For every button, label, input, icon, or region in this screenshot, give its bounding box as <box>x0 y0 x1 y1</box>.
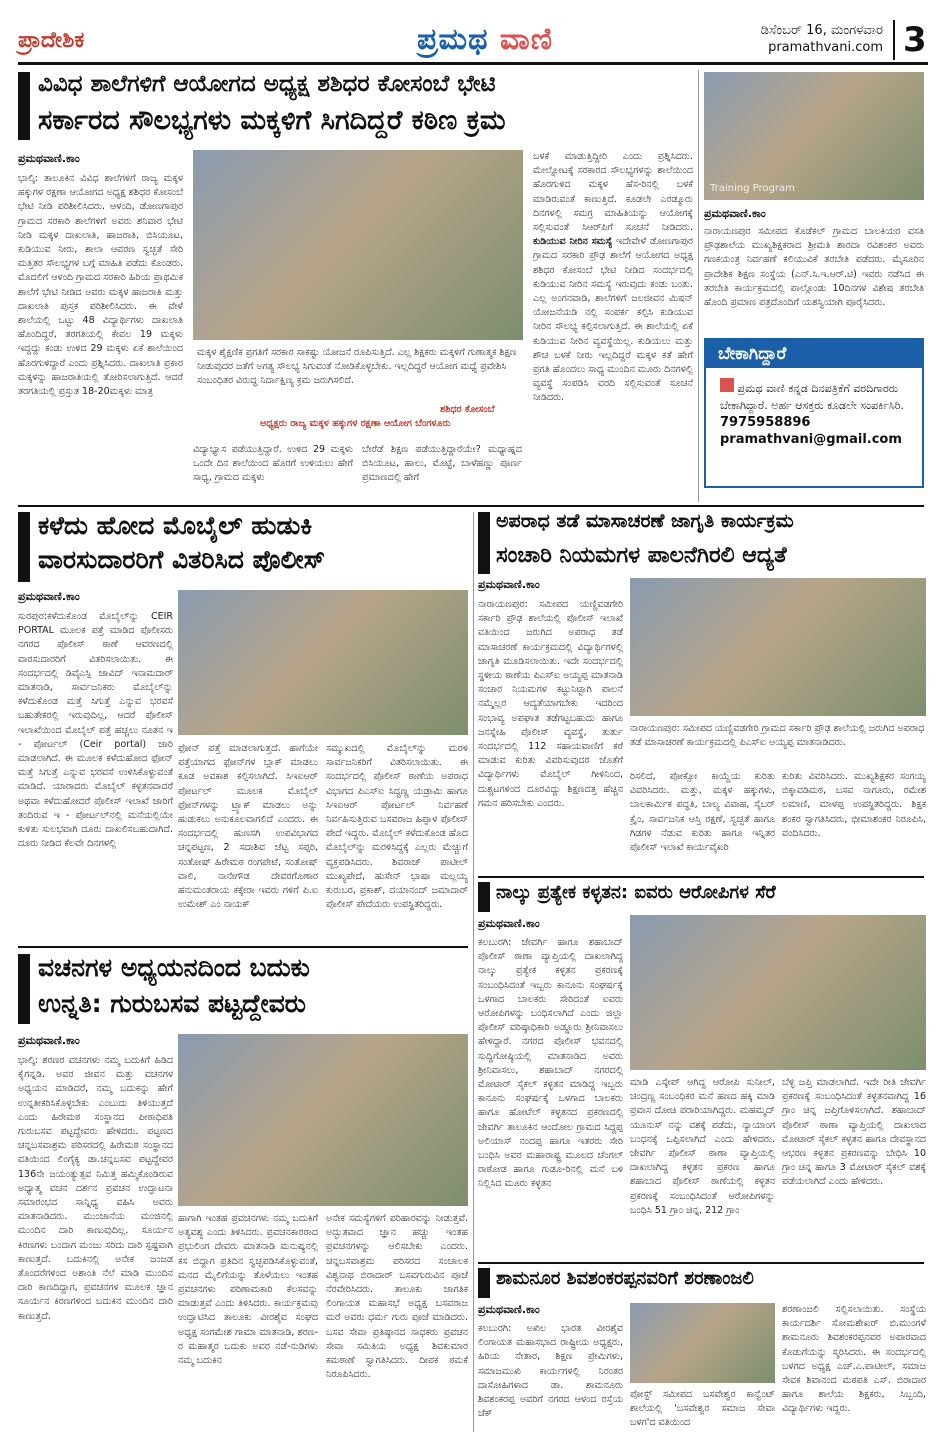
article5-headline-1: ವಚನಗಳ ಅಧ್ಯಯನದಿಂದ ಬದುಕು <box>38 953 310 982</box>
article1-column-4 <box>533 150 693 500</box>
article6-headline: ಶಾಮನೂರ ಶಿವಶಂಕರಪ್ಪನವರಿಗೆ ಶರಣಾಂಜಲಿ <box>496 1268 754 1289</box>
article1-column-2: ವಿದ್ಯಾಭ್ಯಾಸ ಪಡೆಯುತ್ತಿದ್ದಾರೆ. ಉಳಿದ 29 ಮಕ್ಕಳು ಒಂದೇ ದಿನ ಶಾಲೆಯಿಂದ ಹೊರಗೆ ಉಳಿಯಲು ಹೇಗೆ ಸಾಧ್ಯ, ಗ್ರಾಮದ ಮಕ್ಕಳು <box>193 444 353 484</box>
column-divider <box>473 512 474 1432</box>
article1-column-3: ಬೇರೆಡೆ ಶಿಕ್ಷಣ ಪಡೆಯುತ್ತಿದ್ದಾರೆಯೇ? ಮಧ್ಯಾಹ್ನದ ಬಿಸಿಯೂಟ, ಹಾಲು, ಮೊಟ್ಟೆ, ಬಾಳೆಹಣ್ಣು ಪೂರ್ಣ ಪ್ರಮಾಣದಲ್ಲಿ ಹೇಗೆ <box>362 444 522 484</box>
date-block <box>735 22 883 56</box>
right-article-text: ನಾರಾಯಣಪುರ ಸಮೀಪದ ಕೊಡೆಕಲ್ ಗ್ರಾಮದ ಬಾಲಕಿಯರ ವಸತಿ ಪ್ರೌಢಶಾಲೆಯ ಮುಖ್ಯಶಿಕ್ಷಕರಾದ ಶ್ರೀಮತಿ ಶಾರದಾ ರವಿಶಂಕರ ಅವರು ಗಣಕಯಂತ್ರ ನಿರ್ವಹಣೆ ಕಲಿಯುವಿಕೆ ತರಬೇತಿ ಪಡೆದರು. ಮೈಸೂರಿನ ಪ್ರಾದೇಶಿಕ ಶಿಕ್ಷಣ ಸಂಸ್ಥೆಯ (ಎನ್.ಸಿ.ಇ.ಆರ್.ಟಿ) ಇವರು ನಡೆಸಿದ ಈ ತರಬೇತಿ ಕಾರ್ಯಕ್ರಮದಲ್ಲಿ ಪಾಲ್ಗೊಂಡು 10ದಿನಗಳ ವಿಶೇಷ ತರಬೇತಿ ಹೊಂದಿ ಪ್ರಮಾಣ ಪತ್ರದೊಂದಿಗೆ ಯಶಸ್ವಿಯಾಗಿ ಪೂರೈಸಿದರು. <box>704 226 924 309</box>
article1-photo <box>193 150 523 340</box>
headline-bar <box>18 512 30 582</box>
masthead-rule <box>18 62 928 65</box>
article4-column-3: ಬೆಳ್ಳಿ ಜಪ್ತಿ ಮಾಡಲಾಗಿದೆ. ಇದೇ ರೀತಿ ಜೇವರ್ಗಿ ಪ್ರಕರಣಕ್ಕೆ ಸಂಬಂಧಿಸಿದಂತೆ ಕಳ್ಳತನವಾಗಿದ್ದ 16 ಗ್ರಾಂ ಚಿನ್ನ ಜಪ್ತಿಗೊಳಿಸಲಾಗಿದೆ. ಶಹಾಬಾದ್ ಪೊಲೀಸ್ ಠಾಣಾ ವ್ಯಾಪ್ತಿಯಲ್ಲಿ ದಾಖಲಾದ ಮೋಟಾರ್ ಸೈಕಲ್ ಕಳ್ಳತನ ಹಾಗೂ ದೇವಸ್ಥಾನದ ಆಭರಣ ಕಳ್ಳತನ ಪ್ರಕರಣವನ್ನು ಬೇಧಿಸಿ 10 ಗ್ರಾಂ ಚಿನ್ನ ಹಾಗೂ 3 ಮೋಟಾರ್ ಸೈಕಲ್ ವಶಕ್ಕೆ ಪಡೆಯಲಾಗಿದೆ ಎಂದು ಹೇಳಿದರು. <box>782 1077 926 1188</box>
wanted-ad-body <box>706 368 922 458</box>
article3-headline-1: ಅಪರಾಧ ತಡೆ ಮಾಸಾಚರಣೆ ಜಾಗೃತಿ ಕಾರ್ಯಕ್ರಮ <box>496 510 794 532</box>
article1-column-4b-text: ಇದೇವೇಳೆ ಡೋಣಗಾಪುರ ಗ್ರಾಮದ ಸರಕಾರಿ ಪ್ರೌಢ ಶಾಲೆಗೆ ಆಯೋಗದ ಅಧ್ಯಕ್ಷ ಶಶಿಧರ ಕೋಸಂಬೆ ಭೇಟಿ ನೀಡಿದ ಸಂದರ್ಭದಲ್ಲಿ ಕುಡಿಯುವ ನೀರಿನ ಸಮಸ್ಯೆ ಇರುವುದು ಕಂಡು ಬಂತು. ಎಲ್ಲ ಅಂಗನವಾಡಿ, ಶಾಲೆಗಳಿಗೆ ಜಲಜೀವನ ಮಿಷನ್ ಯೋಜನೆಯಡಿ ನಲ್ಲಿ ಸಂಪರ್ಕ ಕಲ್ಪಿಸಿ ಕುಡಿಯುವ ನೀರಿನ ಸೌಲಭ್ಯ ಕಲ್ಪಿಸಲಾಗುತ್ತಿದೆ. ಈ ಶಾಲೆಯಲ್ಲಿ ಏಕೆ ಕುಡಿಯುವ ನೀರಿನ ವ್ಯವಸ್ಥೆಯಿಲ್ಲ. ಕುಡಿಯಲು ಮತ್ತು ಶೌಚ ಬಳಕೆ ನೀರು ಇಲ್ಲದಿದ್ದರೆ ಮಕ್ಕಳ ಕತೆ ಹೇಗೆ ಪ್ರಗತಿ ಹೊಂದಲು ಸಾಧ್ಯ ಮುಂದಿನ ಮೂರು ದಿನಗಳಲ್ಲಿ ವ್ಯವಸ್ಥೆ ಸಂಪಡಿಸಿ ವರದಿ ಸಲ್ಲಿಸುವಂತೆ ಸೂಚನೆ ನೀಡಿದರು. <box>533 236 693 404</box>
article3-column-2: ರಿಸಲಿದೆ, ಪೋಕ್ಸೋ ಕಾಯ್ದೆಯ ಕುರಿತು ವಿವರಿಸಿದರು. ಮತ್ತು, ಮಕ್ಕಳ ಹಕ್ಕುಗಳು, ಬಾಲಕಾರ್ಮಿಕ ಪದ್ಧತಿ, ಬಾಲ್ಯ ವಿವಾಹ, ಸೈಬರ್ ಕ್ರೈಂ, ಸಾರ್ವಜನಿಕ ಆಸ್ತಿ ರಕ್ಷಣೆ, ಸ್ವಚ್ಛತೆ ಹಾಗೂ ಗಿಡಗಳ ನೆಡುವ ಕುರಿತು ಹಾಗೂ ಇನ್ನಿತರ ಪೊಲೀಸ್ ಇಲಾಖೆ ಕಾರ್ಯವೈಖರಿ <box>630 771 775 854</box>
article6-photo <box>630 1303 775 1383</box>
article2-column-2: ಫೋನ್ ಪತ್ತೆ ಮಾಡಲಾಗುತ್ತದೆ. ಹಾಗೆಯೇ ಪತ್ತೆಯಾಗದ ಫೋನ್‌ಗಳ ಬ್ಲಾಕ್ ಮಾಡಲು ಕೂಡ ಅವಕಾಶ ಕಲ್ಪಿಸಲಾಗಿದೆ. ಸಿಇಐಆರ್ ಪೋರ್ಟಲ್ ಮೂಲಕ ಮೊಬೈಲ್ ಫೋನ್‌ಗಳನ್ನು ಟ್ರ್ಯಾಕ್ ಮಾಡಲು ಅನ್ನು ಹುಡುಕಲು ಅನುಕೂಲವಾಗಲಿದೆ ಎಂದರು. ಈ ಸಂದರ್ಭದಲ್ಲಿ ಹುಣಸಗಿ ಉಪವಿಭಾಗದ ಚನ್ನಪಟ್ಟಣ, 2 ಸದಾಶಿವ ಜೆಟ್ಟ ಸಪ್ಪರಿ, ಸಂತೋಷ್ ಹಿರೇಮಠ ರಂಗಪೇಟೆ, ಸಂತೋಷ್ ವಾಲಿ, ನಾನೇಗೌಡ ದೇವರಗೊಣಾರ ಹನುಮಂತರಾಯ ಕಕ್ಕೇರಾ ಇವರು ಗಳಿಗೆ ಪಿ.ಐ ಉಮೇಶ್ ಎಂ ನಾಯಕ್ <box>178 743 318 911</box>
article4-column-2: ಮಾಡಿ ಎಸ್ಕೇಪ್ ಆಗಿದ್ದ ಆರೋಪಿ ಸುನೀಲ್, ಚಂದ್ರಣ್ಣ ಸಂಬಂಧಿಕರ ಮನೆ ಹಣದ ಹಕ್ಕಿ ಮಾಡಿ ಪ್ರವಾಸ ದೋಚಿ ಪರಾರಿಯಾಗಿದ್ದರು. ಮಹಮ್ಮದ್ ಯೂನುಸ್ ನನ್ನು ವಶಕ್ಕೆ ಪಡೆದು, ನ್ಯಾಯಾಂಗ ಬಂಧನಕ್ಕೆ ಒಪ್ಪಿಸಲಾಗಿದೆ ಎಂದು ಹೇಳಿದರು. ಜೇವರ್ಗಿ ಪೊಲೀಸ್ ಠಾಣಾ ವ್ಯಾಪ್ತಿಯಲ್ಲಿ ದಾಖಲಾಗಿದ್ದ ಕಳ್ಳತನ ಪ್ರಕರಣ ಹಾಗೂ ಶಹಾಬಾದ ಪೊಲೀಸ್ ಠಾಣೆಯಲ್ಲಿ ಕಳ್ಳತನ ಪ್ರಕರಣಕ್ಕೆ ಸಂಬಂಧಿಸಿದಂತೆ ಆರೋಪಿಗಳನ್ನು ಬಂಧಿಸಿ 51 ಗ್ರಾಂ ಚಿನ್ನ, 212 ಗ್ರಾಂ <box>630 1077 775 1216</box>
article2-byline: ಪ್ರಮಥವಾಣಿ.ಕಾಂ <box>18 590 80 603</box>
article1-column-4-text: ಬಳಕೆ ಮಾಡುತ್ತಿದ್ದೀರಿ ಎಂದು ಪ್ರಶ್ನಿಸಿದರು. ಮೇಲ್ನೋಟಕ್ಕೆ ಸರಕಾರದ ಸೌಲಭ್ಯಗಳನ್ನು ಶಾಲೆಯಿಂದ ಹೊರಗುಳಿದ ಮಕ್ಕಳ ಹೆಸ-ರಿನಲ್ಲಿ ಬಳಕೆ ಮಾಡಿರುವಂತೆ ಕಾಣುತ್ತಿದೆ. ಕೂಡಲೇ ಎರಡ್ಮೂರು ದಿನಗಳಲ್ಲಿ ಸಮಗ್ರ ಮಾಹಿತಿಯನ್ನು ಆಯೋಗಕ್ಕೆ ಸಲ್ಲಿಸುವಂತೆ ಸಿಆರ್‌ಪಿಗೆ ಸೂಚನೆ ನೀಡಿದರು. <box>533 151 693 234</box>
article2-column-3: ಸಮ್ಮುಖದಲ್ಲಿ ಮೊಬೈಲ್‌ನ್ನು ಮರಳಿ ಸಾರ್ವಜನಿಕರಿಗೆ ವಿತರಿಸಲಾಯಿತು. ಈ ಸಂದರ್ಭದಲ್ಲಿ ಪೊಲೀಸ್ ಠಾಣೆಯ ಅಪರಾಧ ವಿಭಾಗದ ಪಿಎಸ್ಐ ಸಿದ್ದಣ್ಣ ಯಡ್ರಾಮಿ ಹಾಗೂ ಸಿಇಐಆರ್ ಪೋರ್ಟಲ್ ನಿರ್ವಹಣೆ ನಿರ್ವಹಿಸುತ್ತಿರುವ ಬಸವರಾಜ ಹಿಪ್ಪಾಳ ಪೊಲೀಸ್ ಪೇದೆ ಇದ್ದರು. ಮೊಬೈಲ್ ಕಳೆದುಕೊಂಡ ಹೊದ ಮೊಬೈಲ್‌ನ್ನು ಮರಳಿಸಿದ್ದಕ್ಕೆ ಎಲ್ಲರು ಮೆಚ್ಚುಗೆ ವ್ಯಕ್ತಪಡಿಸಿದರು. ಶಿವರಾಜ್ ಪಾಟೀಲ್ ಮುಖ್ಯಪೇದೆ, ಹುಸೇನ್ ಭಾಷಾ ಮಲ್ಲಯ್ಯ ಕುರುಬರ, ಪ್ರಕಾಶ್, ದಯಾನಂದ್ ಜಮಾದಾರ್ ಪೊಲೀಸ್ ಪೇದೆಯರು ಉಪಸ್ಥಿತರಿದ್ದರು. <box>326 743 468 911</box>
article3-column-1: ನಾರಾಯಣಪುರ: ಸಮೀಪದ ಯಣ್ಣಿವಡಗೇರಿ ಸರ್ಕಾರಿ ಪ್ರೌಢ ಶಾಲೆಯಲ್ಲಿ ಪೊಲೀಸ್ ಇಲಾಖೆ ವತಿಯಿಂದ ಜರುಗಿದ ಅಪರಾಧ ತಡೆ ಮಾಸಾಚರಣೆ ಕಾರ್ಯಕ್ರಮದಲ್ಲಿ ವಿದ್ಯಾರ್ಥಿಗಳಲ್ಲಿ ಜಾಗೃತಿ ಮೂಡಿಸಲಾಯಿತು. ಇದೇ ಸಂದರ್ಭದಲ್ಲಿ ಸ್ಥಳೀಯ ಠಾಣೆಯ ಪಿಎಸ್‌ಐ ಅಯ್ಯಪ್ಪ ಮಾತನಾಡಿ ಸಂಚಾರ ನಿಯಮಗಳ ಕಟ್ಟುನಿಟ್ಟಾಗಿ ಪಾಲನೆ ನಮ್ಮೆಲ್ಲರ ಆದ್ಯತೆಯಾಗಬೇಕು ಇದರಿಂದ ಸಂಭಾವ್ಯ ಅಪಘಾತ ತಡೆಗಟ್ಟಬಹುದು ಹಾಗೂ ಜನಸ್ನೇಹಿ ಪೊಲೀಸ್ ವ್ಯವಸ್ಥೆ, ತುರ್ತು ಸಂದರ್ಭದಲ್ಲಿ 112 ಸಹಾಯವಾಣಿಗೆ ಕರೆ ಮಾಡುವ ಕುರಿತು ವಿವರಿಸುವುದರ ಜೊತೆಗೆ ವಿದ್ಯಾರ್ಥಿಗಳು ಮೊಬೈಲ್ ಗೀಳಿನಿಂದ, ದುಶ್ಚಟಗಳಿಂದ ದೂರವಿದ್ದು ಶಿಕ್ಷಣದತ್ತ ಹೆಚ್ಚಿನ ಗಮನ ಹರಿಸಬೇಕು ಎಂದರು. <box>478 599 623 809</box>
wanted-ad-heading: ಬೇಕಾಗಿದ್ದಾರೆ <box>706 340 922 368</box>
headline-bar <box>478 1268 490 1298</box>
article1-column-1: ಭಾಲ್ಕಿ: ತಾಲೂಕಿನ ವಿವಿಧ ಶಾಲೆಗಳಿಗೆ ರಾಜ್ಯ ಮಕ್ಕಳ ಹಕ್ಕುಗಳ ರಕ್ಷಣಾ ಆಯೋಗದ ಅಧ್ಯಕ್ಷ ಶಶಿಧರ ಕೋಸಂಬೆ ಭೇಟಿ ನೀಡಿ ಪರಿಶೀಲಿಸಿದರು. ಆಳಂದಿ, ಡೋಣಗಾಪುರ ಗ್ರಾಮದ ಸರಕಾರಿ ಶಾಲೆಗಳಿಗೆ ಅವರು ಶನಿವಾರ ಭೇಟಿ ನೀಡಿ ಮಕ್ಕಳ ದಾಖಲಾತಿ, ಹಾಜರಾತಿ, ಬಿಸಿಯೂಟ, ಕುಡಿಯುವ ನೀರು, ಶಾಲಾ ಆವರಣ ಸ್ವಚ್ಛತೆ ಸೇರಿ ಮತ್ತಿತರ ಸೌಲಭ್ಯಗಳ ಬಗ್ಗೆ ಮಾಹಿತಿ ಪಡೆದು ಕೊಂಡರು. ಮೊದಲಿಗೆ ಆಳಂದಿ ಗ್ರಾಮದ ಸರಕಾರಿ ಹಿರಿಯ ಪ್ರಾಥಮಿಕ ಶಾಲೆಗೆ ಭೇಟಿ ನೀಡಿದ ಅವರು ಮಕ್ಕಳ ಹಾಜರಾತಿ ಮತ್ತು ದಾಖಲಾತಿ ಪುಸ್ತಕ ಪರಿಶೀಲಿಸಿದರು. ಈ ವೇಳೆ ಶಾಲೆಯಲ್ಲಿ ಒಟ್ಟು 48 ವಿದ್ಯಾರ್ಥಿಗಳು ದಾಖಲಾತಿ ಹೊಂದಿದ್ದರೆ, ತರಗತಿಯಲ್ಲಿ ಕೇವಲ 19 ಮಕ್ಕಳು ಇದ್ದದ್ದು ಕಂಡು ಉಳಿದ 29 ಮಕ್ಕಳು ಏಕೆ ಶಾಲೆಯಿಂದ ಹೊರಗುಳಿದ್ದಾರೆ ಎಂದು ಪ್ರಶ್ನಿಸಿದರು. ದಾಖಲಾತಿ ಪ್ರಕಾರ ಮಕ್ಕಳನ್ನು ಹಾಜರಾತಿಯಲ್ಲಿ ತೋರಿಸಲಾಗುತ್ತಿದೆ. ಆದರೆ ತರಗತಿಯಲ್ಲಿ ಪ್ರಸ್ತುತ 18-20ಮಕ್ಕಳು ಮಾತ್ರ <box>18 173 183 398</box>
article5-column-1: ಭಾಲ್ಕಿ: ಶರಣರ ವಚನಗಳು ನಮ್ಮ ಬದುಕಿಗೆ ಹಿಡಿದ ಕೈಗನ್ನಡಿ. ಅವರ ಜೀವನ ಮತ್ತು ವಚನಗಳ ಅಧ್ಯಯನ ಮಾಡಿದರೆ, ನಮ್ಮ ಬದುಕನ್ನು ಹೇಗೆ ಉನ್ನತೀಕರಿಸಿಕೊಳ್ಳಬೇಕು ಎಂಬುದು ತಿಳಿಯುತ್ತದೆ ಎಂದು ಹಿರೇಮಠ ಸಂಸ್ಥಾನದ ಪೀಠಾಧಿಪತಿ ಗುರುಬಸವ ಪಟ್ಟದ್ದೇವರು ಹೇಳಿದರು. ಪಟ್ಟಣದ ಚನ್ನಬಸವಾಶ್ರಮ ಪರಿಸರದಲ್ಲಿ ಹಿರೇಮಠ ಸಂಸ್ಥಾನದ ವತಿಯಿಂದ ಲಿಂಗೈಕ್ಯ ಡಾ.ಚನ್ನಬಸವ ಪಟ್ಟದ್ದೇವರ 136ನೇ ಜಯಂತ್ಯುತ್ಸವ ನಿಮಿತ್ತ ಹಮ್ಮಿಕೊಂಡಿರುವ ಅಧ್ಯಾತ್ಮ ವಚನ ದರ್ಶನ ಪ್ರವಚನ ಉದ್ಘಾಟನಾ ಸಮಾರಂಭದ ಸಾನ್ನಿಧ್ಯ ವಹಿಸಿ ಅವರು ಮಾತನಾಡಿದರು. ಮುಂಜಾನೆಯ ಮಂಜಿನಲ್ಲಿ ಮುಂದಿನ ದಾರಿ ಕಾಣುವುದಿಲ್ಲ. ಸೂರ್ಯನ ಕಿರಣಗಳು ಬಂದಾಗ ಮಂಜು ಸರಿದು ದಾರಿ ಸ್ಪಷ್ಟವಾಗಿ ಕಾಣುತ್ತದೆ. ಬದುಕಿನಲ್ಲಿ ಅನೇಕ ಜಂಜಡ ತೊಂದರೆಗಳಿಂದ ಅಶಾಂತಿ ನೆಲೆ ಮಾಡಿ ಮುಂದಿನ ದಾರಿ ಕಾಣದಿದ್ದಾಗ, ಪ್ರವಚನಗಳ ಮೂಲಕ ಜ್ಞಾನ ಸೂರ್ಯನ ಕಿರಣಗಳಿಂದ ಬದುಕಿನ ಮುಂದಿನ ದಾರಿ ಕಾಣುತ್ತದೆ. <box>18 1055 173 1322</box>
headline-bar <box>18 72 30 140</box>
section-rule <box>18 946 468 948</box>
wanted-ad-phone[interactable]: 7975958896 <box>720 415 811 430</box>
logo-part-1: ಪ್ರಮಥ <box>416 22 489 57</box>
article6-column-2: ಪೋಸ್ಟ್ ಸಮೀಪದ ಬಸವೇಶ್ವರ ಕಾನ್ವೆಂಟ್ ಶಾಲೆಯಲ್ಲಿ 'ಬಸವೇಶ್ವರ ಸಮಾಜ ಸೇವಾ ಬಳಗ'ದ ವತಿಯಿಂದ <box>630 1389 775 1429</box>
article2-headline-2: ವಾರಸುದಾರರಿಗೆ ವಿತರಿಸಿದ ಪೊಲೀಸ್ <box>38 545 326 574</box>
logo-part-2: ವಾಣಿ <box>499 22 553 57</box>
wanted-ad-email[interactable]: pramathvani@gmail.com <box>720 432 902 447</box>
article5-headline-2: ಉನ್ನತಿ: ಗುರುಬಸವ ಪಟ್ಟದ್ದೇವರು <box>38 989 306 1018</box>
article4-byline: ಪ್ರಮಥವಾಣಿ.ಕಾಂ <box>478 917 540 930</box>
column-divider <box>698 70 699 502</box>
page-number: 3 <box>893 20 927 60</box>
article6-column-1: ಕಲಬುರಗಿ: ಅಖಿಲ ಭಾರತ ವೀರಶೈವ ಲಿಂಗಾಯತ ಮಹಾಸಭಾದ ರಾಷ್ಟ್ರೀಯ ಅಧ್ಯಕ್ಷರು, ಹಿರಿಯ ನೇತಾರ, ಶಿಕ್ಷಣ ಪ್ರೇಮಿಗಳು, ಸಮಾಜಮುಖಿ ಕಾರ್ಯಗಳಲ್ಲಿ ನಿರಂತರ ದಾಸೋಹಿಗಳಾದ ಡಾ. ಶಾಮನೂರು ಶಿವಶಂಕರಪ್ಪ ಅವರಿಗೆ ನಗರದ ಆಳಂದ ರಸ್ತೆಯ ಚೆಕ್‌ <box>478 1323 623 1420</box>
section-rule <box>478 1262 924 1264</box>
article5-photo <box>178 1034 468 1206</box>
article1-photo-caption: ಮಕ್ಕಳ ಶೈಕ್ಷಣಿಕ ಪ್ರಗತಿಗೆ ಸರಕಾರ ಸಾಕಷ್ಟು ಯೋಜನೆ ರೂಪಿಸುತ್ತಿದೆ. ಎಲ್ಲ ಶಿಕ್ಷಕರು ಮಕ್ಕಳಿಗೆ ಗುಣಾತ್ಮಕ ಶಿಕ್ಷಣ ನೀಡುವುದರ ಜತೆಗೆ ಅಗತ್ಯ ಸೌಲಭ್ಯ ಸಿಗುವಂತೆ ನೋಡಿಕೊಳ್ಳಬೇಕು. ಇಲ್ಲದಿದ್ದರೆ ಆಯೋಗ ಮಧ್ಯೆ ಪ್ರವೇಶಿಸಿ ಸಂಬಂಧಿತರ ವಿರುದ್ಧ ನಿರ್ದಾಕ್ಷಿಣ್ಯ ಕ್ರಮ ಜರುಗಿಸಲಿದೆ. <box>197 347 517 386</box>
article3-photo-caption: ನಾರಾಯಣಪುರ: ಸಮೀಪದ ಯಣ್ಣಿವಡಗೇರಿ ಗ್ರಾಮದ ಸರ್ಕಾರಿ ಪ್ರೌಢ ಶಾಲೆಯಲ್ಲಿ ಜರುಗಿದ ಅಪರಾಧ ತಡೆ ಮಾಸಾಚರಣೆ ಕಾರ್ಯಕ್ರಮದಲ್ಲಿ ಪಿಎಸ್‌ಐ ಅಯ್ಯಪ್ಪ ಮಾತನಾಡಿದರು. <box>630 723 925 748</box>
article1-subhead: ಕುಡಿಯುವ ನೀರಿನ ಸಮಸ್ಯೆ <box>533 236 613 248</box>
article3-photo <box>630 578 926 716</box>
website-link[interactable]: pramathvani.com <box>768 40 883 55</box>
section-rule <box>478 876 924 878</box>
right-article-byline: ಪ್ರಮಥವಾಣಿ.ಕಾಂ <box>704 207 766 220</box>
article5-column-3: ಅನೇಕ ಸಮಸ್ಯೆಗಳಿಗೆ ಪರಿಹಾರವನ್ನು ನೀಡುತ್ತವೆ. ಅದ್ಭುತವಾದ ಜ್ಞಾನ ಹಚ್ಚು ಇಂತಹ ಪ್ರವಚನಗಳನ್ನು ಆಲಿಸಬೇಕು ಎಂದರು. ಚನ್ನಬಸವಾಶ್ರಮ ಪರಿಸರದ ಸಂಚಾಲಕ ವಿಶ್ವನಾಥ ಬಿರಾದಾರ್ ಬಸವಗುರುವಿನ ಪೂಜೆ ನೆರವೇರಿಸಿದರು. ತಾಲೂಕು ಜಾಗತಿಕ ಲಿಂಗಾಯತ ಮಹಾಸಭೆ ಅಧ್ಯಕ್ಷ ಬಸವರಾಜ ಮರೆ ಅವರು ಧರ್ಮ ಗುರು ಪೂಜೆ ಮಾಡಿದರು. ಬಸವ ಸೇವಾ ಪ್ರತಿಷ್ಠಾನದ ಸಾಧಕರು ಪ್ರವಚನ ಸೇವಾ ಸಮಿತಿಯ ಅಧ್ಯಕ್ಷ ಶಿವಕುಮಾರ ಕಮಠಾಣೆ ಸ್ವಾಗತಿಸಿದರು. ದೀಪಕ ಠಮಕೆ ನಿರೂಪಿಸಿದರು. <box>326 1213 468 1381</box>
article1-headline-1: ವಿವಿಧ ಶಾಲೆಗಳಿಗೆ ಆಯೋಗದ ಅಧ್ಯಕ್ಷ ಶಶಿಧರ ಕೋಸಂಬೆ ಭೇಟಿ <box>38 71 496 97</box>
article3-column-3: ಕುರಿತು ವಿವರಿಸಿದರು. ಮುಖ್ಯಶಿಕ್ಷಕರ ಸಂಗಯ್ಯ ಬಿಕ್ಕಾವಡಿಮಠ, ಬಸವ ನಾಗೂರು, ರಮೇಶ ಲಮಾಣಿ, ಮಾಳಪ್ಪ ಉಪಸ್ಥಿತರಿದ್ದರು. ಶಿಕ್ಷಕ ಶಂಕರ ಸ್ವಾಗತಿಸಿದರು, ಭೀಮಾಶಂಕರ ನಿರೂಪಿಸಿ, ವಂದಿಸಿದರು. <box>782 771 926 839</box>
newspaper-logo <box>380 22 590 57</box>
section-label: ಪ್ರಾದೇಶಿಕ <box>18 28 85 53</box>
article4-photo <box>630 915 926 1070</box>
wanted-ad <box>704 338 924 488</box>
article1-quote-name: ಶಶಿಧರ ಕೋಸಂಬೆ <box>440 404 495 415</box>
section-rule <box>18 505 924 507</box>
wanted-ad-text: ಪ್ರಮಥ ವಾಣಿ ಕನ್ನಡ ದಿನಪತ್ರಿಕೆಗೆ ವರದಿಗಾರರು ಬೇಕಾಗಿದ್ದಾರೆ. ಅರ್ಹ ಆಸಕ್ತರು ಕೂಡಲೇ ಸಂಪರ್ಕಿಸಿರಿ. <box>720 382 905 412</box>
article2-photo <box>178 590 468 735</box>
article1-quote-title: ಅಧ್ಯಕ್ಷರು ರಾಜ್ಯ ಮಕ್ಕಳ ಹಕ್ಕುಗಳ ರಕ್ಷಣಾ ಆಯೋಗ ಬೆಂಗಳೂರು <box>260 418 451 429</box>
headline-bar <box>478 882 490 912</box>
training-photo-label: Training Program <box>710 183 795 194</box>
headline-bar <box>18 954 30 1024</box>
article1-headline-2: ಸರ್ಕಾರದ ಸೌಲಭ್ಯಗಳು ಮಕ್ಕಳಿಗೆ ಸಿಗದಿದ್ದರೆ ಕಠಿಣ ಕ್ರಮ <box>38 105 506 136</box>
article5-byline: ಪ್ರಮಥವಾಣಿ.ಕಾಂ <box>18 1034 80 1047</box>
article6-column-3: ಶರಣಾಂಜಲಿ ಸಲ್ಲಿಸಲಾಯಿತು. ಸಂಸ್ಥೆಯ ಕಾರ್ಯದರ್ಶಿ ಸೋಮಶೇಖರ್ ಬಿ.ಮುಂಗಳೆ ಶಾಮನೂರು ಶಿವಶಂಕರಪ್ಪನವರ ಅಪಾರವಾದ ಕೊಡುಗೆಯನ್ನು ಸ್ಮರಿಸಿದರು. ಈ ಸಂದರ್ಭದಲ್ಲಿ ಬಳಗದ ಅಧ್ಯಕ್ಷ ಎಚ್.ಎ.ಪಾಟೀಲ್, ಸಮಾಜ ಸೇವಕ ಶಿವಾನಂದ ಮಠಪತಿ ಎಸ್. ಬಿರಾದಾರ ಹಾಗೂ ಶಾಲೆಯ ಶಿಕ್ಷಕರು, ಸಿಬ್ಬಂದಿ, ವಿದ್ಯಾರ್ಥಿಗಳು ಇದ್ದರು. <box>782 1304 926 1415</box>
article2-column-1: ಸುರಪುರ:ಕಳೆದುಕೊಂಡ ಮೊಬೈಲ್‌ನ್ನು CEIR PORTAL ಮೂಲಕ ಪತ್ತೆ ಮಾಡಿದ ಪೊಲೀಸರು ನಗರದ ಪೊಲೀಸ್ ಠಾಣೆ ಆವರಣದಲ್ಲಿ ವಾರಸುದಾರರಿಗೆ ವಿತರಿಸಲಾಯಿತು. ಈ ಸಂದರ್ಭದಲ್ಲಿ ಡಿವೈಎಸ್ಪಿ ಜಾವಿದ್ ಇನಾಮದಾರ್ ಮಾತನಾಡಿ, ಸಾರ್ವಜನಿಕರು ಮೊಬೈಲ್‌ನ್ನು ಕಳೆದುಕೊಂಡ ಮತ್ತೆ ಸಿಗುತ್ತೆ ಎನ್ನುವ ಭರವಸೆ ಬಹುತೇಕರಲ್ಲಿ ಇರುವುದಿಲ್ಲ, ಆದರೆ ಪೊಲೀಸ್ ಇಲಾಖೆಯಿಂದ ಮೊಬೈಲ್ ಪತ್ತೆ ಹಚ್ಚಲು ನೂತನ ಇ - ಪೋರ್ಟಲ್ (Ceir portal) ಜಾರಿ ಮಾಡಲಾಗಿದೆ. ಈ ಮೂಲಕ ಕಳೆದುಹೋದ ಫೋನ್ ಮತ್ತೆ ಸಿಗುತ್ತೆ ಎನ್ನುವ ಭರವಸೆ ಉಳಿಸಿಕೊಳ್ಳುವಂತೆ ಮಾಡಿದೆ. ಯಾರಾದರು ಮೊಬೈಲ್ ಕಳ್ಳತನವಾದರೆ ಅಥವಾ ಕಳೆದುಹೋದರೆ ಪೊಲೀಸ್ ಇಲಾಖೆ ಜಾರಿಗೆ ತಂದಿರುವ ಇ - ಪೋರ್ಟಲ್‌ನಲ್ಲಿ ಮನೆಯಲ್ಲಿಯೇ ಕುಳಿತು ಸುಲಭವಾಗಿ ದೂರು ದಾಖಲಿಸಬಹುದಾಗಿದೆ. ದೂರು ನೀಡಿದ ಕೆಲವೇ ದಿನಗಳಲ್ಲಿ <box>18 611 173 850</box>
article5-column-2: ಹಾಗಾಗಿ ಇಂತಹ ಪ್ರವಚನಗಳು ನಮ್ಮ ಬದುಕಿಗೆ ಅತ್ಯವಶ್ಯ ಎಂದು ತಿಳಿಸಿದರು. ಪ್ರವಚನಕಾರರಾದ ಪ್ರಭುಲಿಂಗ ದೇವರು ಮಾತನಾಡಿ ಮನುಷ್ಯನಲ್ಲಿ ಕಸ ಬಿದ್ದಾಗ ಪ್ರತಿದಿನ ಸ್ವಚ್ಛಪಡಿಸಿಕೊಳ್ಳುವಂತೆ, ಮನದ ಮೈಲಿಗೆಯನ್ನು ತೊಳೆಯಲು ಇಂತಹ ಪ್ರವಚನಗಳು ಪರಿಣಾಮಕಾರಿ ಕೆಲಸವನ್ನು ಮಾಡುತ್ತವೆ ಎಂದು ತಿಳಿಸಿದರು. ಕಾರ್ಯಕ್ರಮವು ಉದ್ಘಾಟಿಸಿದ ತಾಲೂಕು ವೀರಶೈವ ಸಂಘದ ಅಧ್ಯಕ್ಷ ಸಂಗಮೇಶ ಗಾಮಾ ಮಾತನಾಡಿ, ಶರಣ-ರ ಮಹಾತ್ಮರ ಬದುಕು ಅವರ ನಡೆ-ನುಡಿಗಳು ನಮ್ಮ ಬದುಕಿನ <box>178 1213 318 1367</box>
training-photo <box>704 72 924 200</box>
article4-headline: ನಾಲ್ಕು ಪ್ರತ್ಯೇಕ ಕಳ್ಳತನ: ಐವರು ಆರೋಪಿಗಳ ಸೆರೆ <box>496 882 776 903</box>
article1-byline: ಪ್ರಮಥವಾಣಿ.ಕಾಂ <box>18 152 80 165</box>
issue-date: ಡಿಸೆಂಬರ್ 16, ಮಂಗಳವಾರ <box>760 23 883 38</box>
article2-headline-1: ಕಳೆದು ಹೋದ ಮೊಬೈಲ್ ಹುಡುಕಿ <box>38 511 313 540</box>
article4-column-1: ಕಲಬುರಗಿ: ಜೇವರ್ಗಿ ಹಾಗೂ ಶಹಾಬಾದ್ ಪೊಲೀಸ್ ಠಾಣಾ ವ್ಯಾಪ್ತಿಯಲ್ಲಿ ದಾಖಲಾಗಿದ್ದ ನಾಲ್ಕು ಪ್ರತ್ಯೇಕ ಕಳ್ಳತನ ಪ್ರಕರಣಕ್ಕೆ ಸಂಬಂಧಿಸಿದಂತೆ ಇಬ್ಬರು ಕಾನೂನು ಸಂಘರ್ಷಕ್ಕೆ ಒಳಗಾದ ಬಾಲಕರು ಸೇರಿದಂತೆ ಐವರು ಆರೋಪಿಗಳನ್ನು ಬಂಧಿಸಲಾಗಿದೆ ಎಂದು ಜಿಲ್ಲಾ ಪೊಲೀಸ್ ವರಿಷ್ಠಾಧಿಕಾರಿ ಅಡ್ಡೂರು ಶ್ರೀನಿವಾಸಲು ಹೇಳಿದ್ದಾರೆ. ನಗರದ ಪೊಲೀಸ್ ಭವನದಲ್ಲಿ ಸುದ್ದಿಗೋಷ್ಠಿಯಲ್ಲಿ ಮಾತನಾಡಿದ ಅವರು ಶ್ರೀನಿವಾಸಲು, ಶಹಾಬಾದ್ ನಗರದಲ್ಲಿ ಮೋಟಾರ್ ಸೈಕಲ್ ಕಳ್ಳತನ ಮಾಡಿದ್ದ ಇಬ್ಬರು ಕಾನೂನು ಸಂಘರ್ಷಕ್ಕೆ ಒಳಗಾದ ಬಾಲಕರು ಹಾಗೂ ಹೋಟೆಲ್ ಕಳ್ಳತನದ ಪ್ರಕರಣದಲ್ಲಿ ಜೇವರ್ಗಿ ತಾಲೂಕಿನ ಆಂದೋಲ ಗ್ರಾಮದ ಸಿದ್ದಪ್ಪ ಅಲಿಯಾಸ್ ನಂದಪ್ಪ ಹಾಗೂ ಇತರರು ಸೇರಿ ಬಂಧಿಸಿ ಅವರ ಮಹಾರಾಷ್ಟ್ರ ಮೂಲದ ಚೆಂಗಲ್ ರಾಠೋಡ ಹಾಗೂ ಗುಡೂ-ರಿನಲ್ಲಿ ಮನೆ ಬಳಿ ನಿಲ್ಲಿಸಿದ ಮೂರು ಕಳ್ಳತನ <box>478 937 623 1190</box>
article3-byline: ಪ್ರಮಥವಾಣಿ.ಕಾಂ <box>478 578 540 591</box>
ad-marker-icon <box>720 378 734 392</box>
article6-byline: ಪ್ರಮಥವಾಣಿ.ಕಾಂ <box>478 1303 540 1316</box>
headline-bar <box>478 512 490 574</box>
article3-headline-2: ಸಂಚಾರಿ ನಿಯಮಗಳ ಪಾಲನೆಗಿರಲಿ ಆದ್ಯತೆ <box>496 543 787 568</box>
